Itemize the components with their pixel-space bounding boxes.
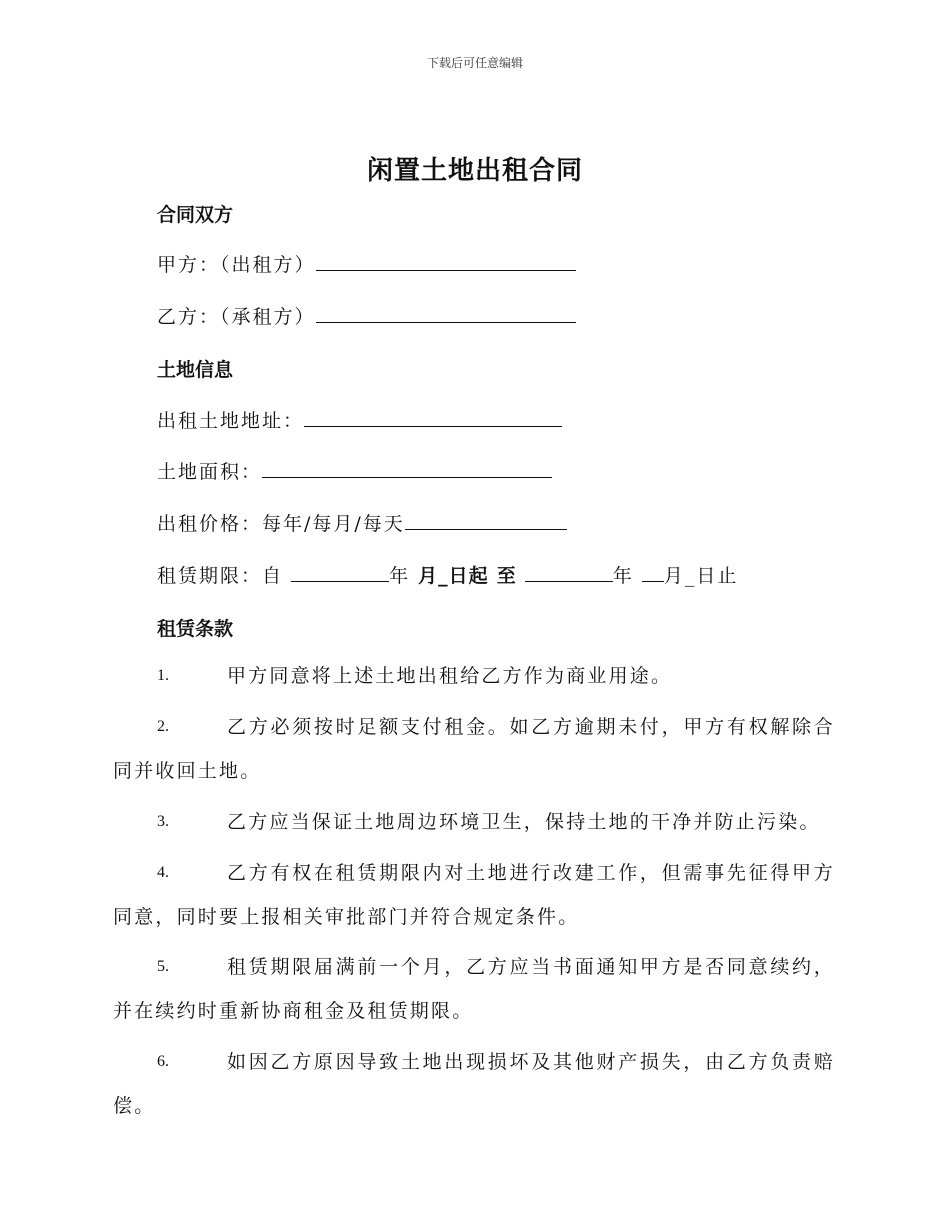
term-number: 1. [157,667,169,684]
start-year-unit: 年 [389,565,411,587]
land-address-label: 出租土地地址： [157,410,305,432]
term-number: 6. [157,1053,169,1070]
land-address-blank[interactable] [304,408,562,427]
party-b-label: 乙方：（承租方） [157,306,316,328]
party-b-blank[interactable] [316,304,576,323]
party-a-blank[interactable] [316,252,576,271]
term-number: 3. [157,813,169,830]
term-text: 乙方必须按时足额支付租金。如乙方逾期未付，甲方有权解除合同并收回土地。 [113,716,835,782]
term-text: 乙方有权在租赁期限内对土地进行改建工作，但需事先征得甲方同意，同时要上报相关审批部门并符合规定条件。 [113,862,835,928]
land-area-label: 土地面积： [157,461,263,483]
lease-term-line [157,561,738,588]
section-heading-parties: 合同双方 [157,204,234,226]
term-number: 5. [157,958,169,975]
term-item-1 [113,654,835,698]
party-b-line [157,302,576,329]
term-item-2 [113,705,835,793]
term-item-6 [113,1040,835,1128]
land-address-line [157,406,562,433]
term-item-3 [113,800,835,844]
term-item-4 [113,851,835,939]
party-a-label: 甲方：（出租方） [157,254,316,276]
document-title: 闲置土地出租合同 [366,156,583,186]
start-month-day-text: 月_日起 [418,565,489,587]
end-month-blank[interactable] [642,563,664,582]
term-item-5 [113,945,835,1033]
term-text: 租赁期限届满前一个月，乙方应当书面通知甲方是否同意续约，并在续约时重新协商租金及租赁期限。 [113,956,835,1022]
land-area-line [157,457,552,484]
end-year-blank[interactable] [525,563,613,582]
end-day-text: _日止 [684,565,739,587]
end-month-unit: 月 [663,565,685,587]
lease-term-label: 租赁期限：自 [157,565,284,587]
rent-price-label: 出租价格：每年/每月/每天 [157,513,405,535]
term-text: 甲方同意将上述土地出租给乙方作为商业用途。 [227,665,673,687]
section-heading-terms: 租赁条款 [157,618,234,640]
term-number: 4. [157,864,169,881]
section-heading-land: 土地信息 [157,359,234,381]
end-year-unit: 年 [612,565,634,587]
page-header-note: 下载后可任意编辑 [426,56,523,70]
rent-price-blank[interactable] [405,511,567,530]
term-text: 乙方应当保证土地周边环境卫生，保持土地的干净并防止污染。 [227,811,821,833]
term-number: 2. [157,718,169,735]
party-a-line [157,250,576,277]
rent-price-line [157,509,567,536]
start-year-blank[interactable] [291,563,389,582]
term-text: 如因乙方原因导致土地出现损坏及其他财产损失，由乙方负责赔偿。 [113,1051,835,1117]
land-area-blank[interactable] [262,459,552,478]
term-to-text: 至 [496,565,517,587]
